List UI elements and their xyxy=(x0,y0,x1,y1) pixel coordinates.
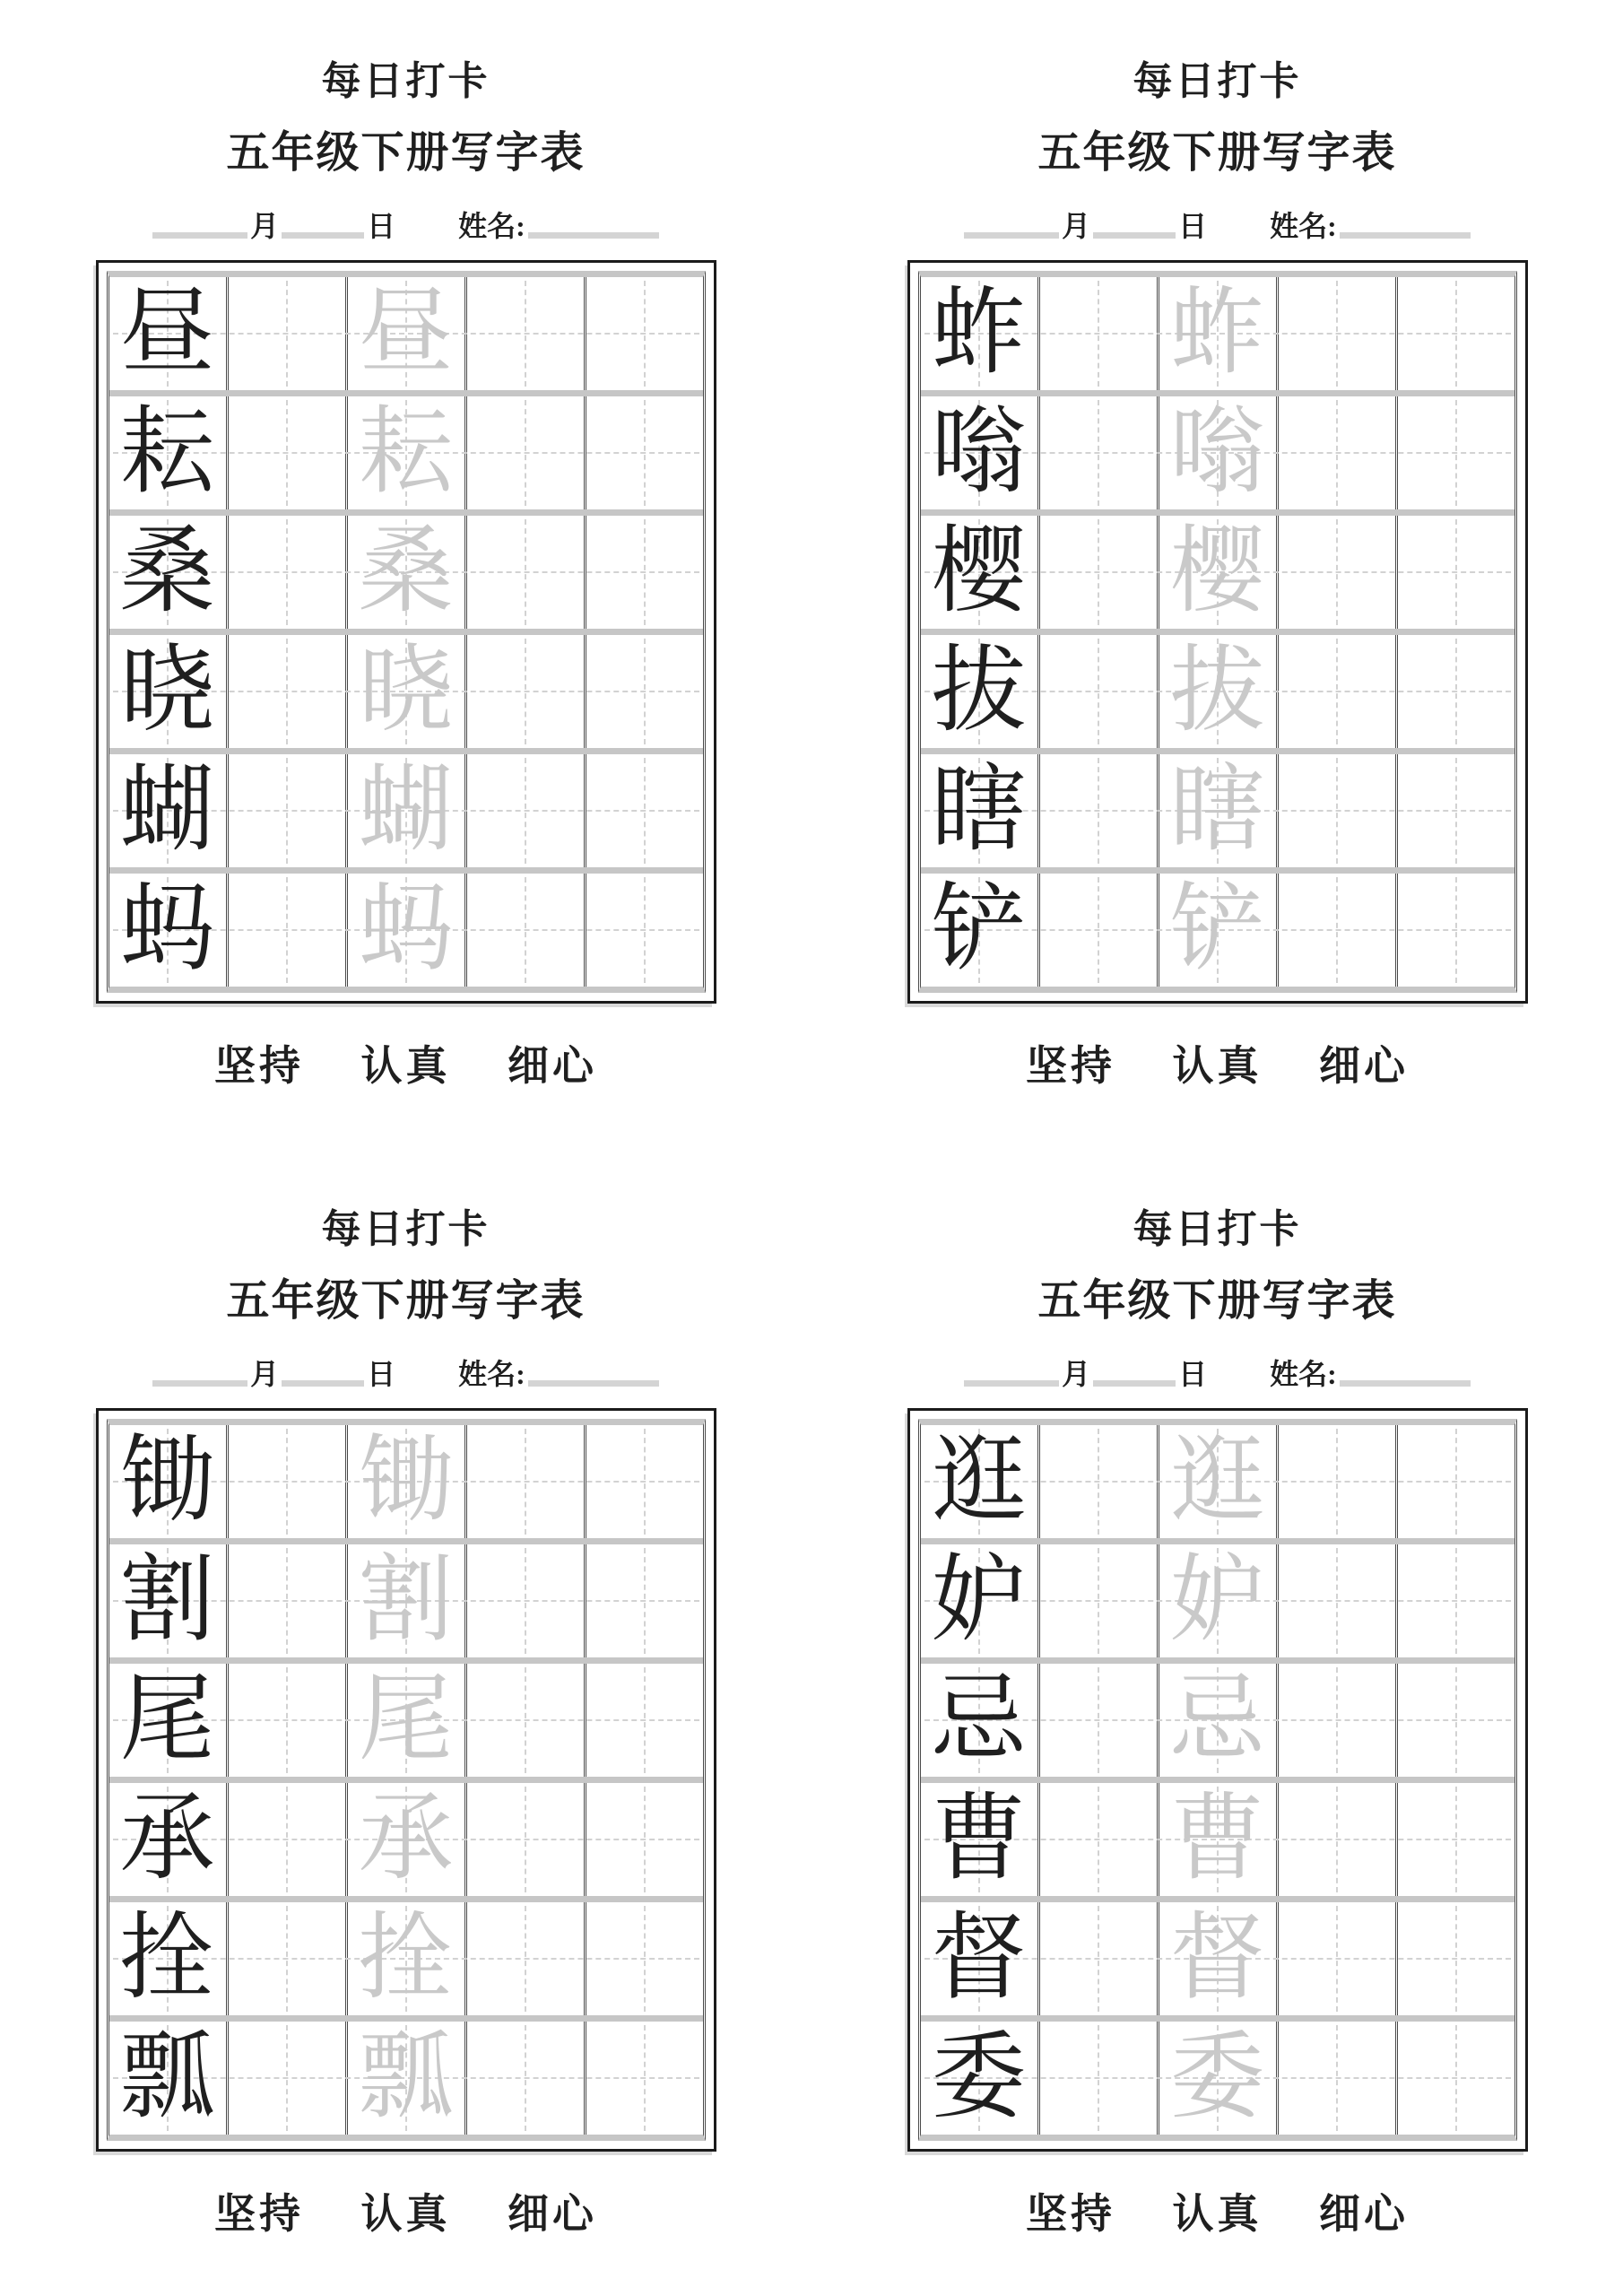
trace-cell xyxy=(1157,874,1276,987)
sheet-subtitle: 五年级下册写字表 xyxy=(1037,129,1397,177)
model-cell xyxy=(109,396,226,509)
date-name-line xyxy=(961,204,1473,244)
trace-character: 拔 xyxy=(1169,639,1265,744)
model-character: 瓢 xyxy=(119,2025,215,2130)
model-cell xyxy=(109,1664,226,1777)
model-cell xyxy=(109,874,226,987)
empty-practice-cell xyxy=(226,1902,345,2015)
model-character: 妒 xyxy=(931,1548,1027,1653)
trace-cell xyxy=(345,1902,464,2015)
name-label: 姓名: xyxy=(1270,1358,1337,1390)
model-character: 逛 xyxy=(931,1429,1027,1534)
trace-character: 割 xyxy=(358,1548,454,1653)
trace-character: 锄 xyxy=(358,1429,454,1534)
trace-character: 拴 xyxy=(358,1906,454,2011)
day-label: 日 xyxy=(367,210,396,242)
trace-character: 忌 xyxy=(1169,1667,1265,1772)
sheet-title: 每日打卡 xyxy=(321,1207,490,1251)
empty-practice-cell xyxy=(1395,754,1515,867)
empty-practice-cell xyxy=(584,635,703,748)
empty-practice-cell xyxy=(1395,516,1515,629)
model-character: 蝴 xyxy=(119,758,215,863)
model-cell xyxy=(921,754,1037,867)
trace-character: 承 xyxy=(358,1787,454,1892)
date-name-line xyxy=(150,204,662,244)
empty-practice-cell xyxy=(464,1425,584,1538)
empty-practice-cell xyxy=(464,1544,584,1657)
month-blank-line xyxy=(152,1380,247,1387)
grid-row xyxy=(921,635,1515,754)
date-name-line xyxy=(961,1352,1473,1392)
empty-practice-cell xyxy=(584,1783,703,1896)
day-blank-line xyxy=(282,232,364,239)
model-cell xyxy=(921,516,1037,629)
model-character: 铲 xyxy=(931,877,1027,982)
empty-practice-cell xyxy=(584,277,703,390)
motto-word: 认真 xyxy=(1172,1043,1263,1089)
empty-practice-cell xyxy=(1395,635,1515,748)
empty-practice-cell xyxy=(1037,1544,1157,1657)
grid-row xyxy=(921,1902,1515,2022)
practice-grid xyxy=(918,1419,1517,2141)
trace-cell xyxy=(345,1783,464,1896)
empty-practice-cell xyxy=(464,396,584,509)
trace-cell xyxy=(1157,396,1276,509)
sheet-title: 每日打卡 xyxy=(1133,1207,1302,1251)
empty-practice-cell xyxy=(226,2022,345,2135)
empty-practice-cell xyxy=(1395,1783,1515,1896)
empty-practice-cell xyxy=(1276,1783,1395,1896)
empty-practice-cell xyxy=(1037,2022,1157,2135)
name-label: 姓名: xyxy=(458,1358,525,1390)
grid-row xyxy=(109,874,703,987)
grid-row xyxy=(921,1783,1515,1902)
motto-word: 坚持 xyxy=(214,1043,304,1089)
empty-practice-cell xyxy=(1037,1783,1157,1896)
model-character: 锄 xyxy=(119,1429,215,1534)
empty-practice-cell xyxy=(226,754,345,867)
name-blank-line xyxy=(528,232,659,239)
model-cell xyxy=(921,1544,1037,1657)
trace-character: 瓢 xyxy=(358,2025,454,2130)
empty-practice-cell xyxy=(226,1425,345,1538)
trace-cell xyxy=(345,2022,464,2135)
trace-cell xyxy=(1157,1783,1276,1896)
sheet-subtitle: 五年级下册写字表 xyxy=(1037,1277,1397,1325)
empty-practice-cell xyxy=(584,396,703,509)
practice-grid-frame xyxy=(907,1408,1528,2152)
motto-word: 坚持 xyxy=(214,2191,304,2237)
empty-practice-cell xyxy=(464,754,584,867)
practice-grid-frame xyxy=(96,1408,716,2152)
date-name-line xyxy=(150,1352,662,1392)
empty-practice-cell xyxy=(464,277,584,390)
model-cell xyxy=(921,396,1037,509)
name-label: 姓名: xyxy=(1270,210,1337,242)
empty-practice-cell xyxy=(1395,874,1515,987)
empty-practice-cell xyxy=(584,2022,703,2135)
day-label: 日 xyxy=(367,1358,396,1390)
trace-cell xyxy=(345,277,464,390)
empty-practice-cell xyxy=(584,1664,703,1777)
grid-row xyxy=(109,1783,703,1902)
trace-cell xyxy=(1157,516,1276,629)
motto-word: 认真 xyxy=(1172,2191,1263,2237)
empty-practice-cell xyxy=(464,1902,584,2015)
practice-grid-frame xyxy=(907,260,1528,1004)
trace-cell xyxy=(1157,635,1276,748)
model-character: 曹 xyxy=(931,1787,1027,1892)
empty-practice-cell xyxy=(226,635,345,748)
empty-practice-cell xyxy=(226,516,345,629)
trace-cell xyxy=(1157,754,1276,867)
trace-cell xyxy=(345,754,464,867)
model-cell xyxy=(109,754,226,867)
practice-grid xyxy=(107,1419,706,2141)
sheet-subtitle: 五年级下册写字表 xyxy=(226,129,586,177)
month-label: 月 xyxy=(250,210,280,242)
model-cell xyxy=(109,1902,226,2015)
model-cell xyxy=(921,1783,1037,1896)
empty-practice-cell xyxy=(1276,1902,1395,2015)
empty-practice-cell xyxy=(1037,1425,1157,1538)
empty-practice-cell xyxy=(584,754,703,867)
grid-row xyxy=(921,754,1515,874)
empty-practice-cell xyxy=(584,1544,703,1657)
grid-row xyxy=(109,396,703,516)
empty-practice-cell xyxy=(1037,754,1157,867)
trace-character: 妒 xyxy=(1169,1548,1265,1653)
month-blank-line xyxy=(964,232,1059,239)
trace-cell xyxy=(345,396,464,509)
empty-practice-cell xyxy=(1276,2022,1395,2135)
name-blank-line xyxy=(1340,1380,1471,1387)
empty-practice-cell xyxy=(1395,1664,1515,1777)
empty-practice-cell xyxy=(1037,874,1157,987)
empty-practice-cell xyxy=(1276,754,1395,867)
sheet-subtitle: 五年级下册写字表 xyxy=(226,1277,586,1325)
name-blank-line xyxy=(528,1380,659,1387)
motto-line xyxy=(1002,1041,1432,1091)
empty-practice-cell xyxy=(226,874,345,987)
model-cell xyxy=(109,1544,226,1657)
model-cell xyxy=(921,1902,1037,2015)
model-character: 割 xyxy=(119,1548,215,1653)
empty-practice-cell xyxy=(1037,1664,1157,1777)
grid-row xyxy=(921,277,1515,396)
model-cell xyxy=(921,1425,1037,1538)
model-cell xyxy=(921,277,1037,390)
grid-row xyxy=(921,1425,1515,1544)
grid-row xyxy=(109,277,703,396)
grid-row xyxy=(921,874,1515,987)
model-character: 尾 xyxy=(119,1667,215,1772)
model-cell xyxy=(109,516,226,629)
grid-row xyxy=(109,516,703,635)
trace-character: 昼 xyxy=(358,281,454,386)
model-character: 拴 xyxy=(119,1906,215,2011)
empty-practice-cell xyxy=(464,516,584,629)
grid-row xyxy=(921,1544,1515,1664)
grid-row xyxy=(109,1902,703,2022)
trace-character: 蝴 xyxy=(358,758,454,863)
trace-cell xyxy=(345,1664,464,1777)
trace-cell xyxy=(345,635,464,748)
grid-row xyxy=(109,635,703,754)
model-character: 忌 xyxy=(931,1667,1027,1772)
motto-word: 细心 xyxy=(508,1043,597,1089)
trace-cell xyxy=(1157,1902,1276,2015)
empty-practice-cell xyxy=(584,1425,703,1538)
empty-practice-cell xyxy=(584,516,703,629)
name-label: 姓名: xyxy=(458,210,525,242)
practice-grid xyxy=(918,271,1517,993)
model-cell xyxy=(921,874,1037,987)
empty-practice-cell xyxy=(1395,1902,1515,2015)
month-blank-line xyxy=(964,1380,1059,1387)
practice-sheet-bottom-right xyxy=(812,1148,1623,2296)
practice-grid-frame xyxy=(96,260,716,1004)
trace-cell xyxy=(345,1544,464,1657)
trace-character: 铲 xyxy=(1169,877,1265,982)
trace-cell xyxy=(1157,2022,1276,2135)
grid-row xyxy=(109,1664,703,1783)
empty-practice-cell xyxy=(226,1544,345,1657)
empty-practice-cell xyxy=(226,396,345,509)
motto-word: 认真 xyxy=(360,2191,451,2237)
trace-cell xyxy=(345,874,464,987)
trace-character: 尾 xyxy=(358,1667,454,1772)
empty-practice-cell xyxy=(1037,516,1157,629)
model-character: 委 xyxy=(931,2025,1027,2130)
practice-grid xyxy=(107,271,706,993)
empty-practice-cell xyxy=(1276,1664,1395,1777)
empty-practice-cell xyxy=(464,2022,584,2135)
motto-word: 细心 xyxy=(508,2191,597,2237)
model-character: 蚱 xyxy=(931,281,1027,386)
empty-practice-cell xyxy=(1037,396,1157,509)
motto-word: 细心 xyxy=(1319,2191,1409,2237)
model-cell xyxy=(109,1783,226,1896)
empty-practice-cell xyxy=(1276,516,1395,629)
model-character: 昼 xyxy=(119,281,215,386)
empty-practice-cell xyxy=(464,635,584,748)
name-blank-line xyxy=(1340,232,1471,239)
trace-character: 督 xyxy=(1169,1906,1265,2011)
grid-row xyxy=(109,2022,703,2135)
model-cell xyxy=(109,277,226,390)
empty-practice-cell xyxy=(1395,396,1515,509)
model-character: 蚂 xyxy=(119,877,215,982)
trace-character: 耘 xyxy=(358,400,454,505)
practice-sheet-top-right xyxy=(812,0,1623,1148)
model-character: 樱 xyxy=(931,519,1027,624)
model-character: 耘 xyxy=(119,400,215,505)
empty-practice-cell xyxy=(1395,2022,1515,2135)
model-cell xyxy=(109,1425,226,1538)
motto-word: 坚持 xyxy=(1026,1043,1115,1089)
empty-practice-cell xyxy=(1276,874,1395,987)
empty-practice-cell xyxy=(584,874,703,987)
motto-line xyxy=(1002,2189,1432,2239)
model-character: 拔 xyxy=(931,639,1027,744)
empty-practice-cell xyxy=(1037,635,1157,748)
model-cell xyxy=(921,2022,1037,2135)
empty-practice-cell xyxy=(464,1783,584,1896)
practice-sheet-top-left xyxy=(0,0,812,1148)
trace-character: 晓 xyxy=(358,639,454,744)
empty-practice-cell xyxy=(464,874,584,987)
trace-cell xyxy=(1157,1544,1276,1657)
motto-line xyxy=(191,2189,621,2239)
grid-row xyxy=(109,1425,703,1544)
day-blank-line xyxy=(1093,232,1176,239)
trace-character: 桑 xyxy=(358,519,454,624)
sheet-title: 每日打卡 xyxy=(1133,59,1302,103)
grid-row xyxy=(921,2022,1515,2135)
model-character: 晓 xyxy=(119,639,215,744)
trace-character: 蚂 xyxy=(358,877,454,982)
empty-practice-cell xyxy=(1276,635,1395,748)
grid-row xyxy=(109,1544,703,1664)
motto-word: 细心 xyxy=(1319,1043,1409,1089)
trace-character: 蚱 xyxy=(1169,281,1265,386)
model-character: 瞎 xyxy=(931,758,1027,863)
empty-practice-cell xyxy=(226,1783,345,1896)
trace-character: 委 xyxy=(1169,2025,1265,2130)
empty-practice-cell xyxy=(1276,396,1395,509)
month-label: 月 xyxy=(1062,210,1091,242)
motto-word: 坚持 xyxy=(1026,2191,1115,2237)
grid-row xyxy=(921,1664,1515,1783)
empty-practice-cell xyxy=(1395,1425,1515,1538)
model-character: 嗡 xyxy=(931,400,1027,505)
trace-cell xyxy=(1157,1425,1276,1538)
model-cell xyxy=(109,2022,226,2135)
grid-row xyxy=(921,516,1515,635)
day-blank-line xyxy=(282,1380,364,1387)
empty-practice-cell xyxy=(464,1664,584,1777)
empty-practice-cell xyxy=(1276,277,1395,390)
empty-practice-cell xyxy=(584,1902,703,2015)
day-label: 日 xyxy=(1178,210,1208,242)
model-character: 督 xyxy=(931,1906,1027,2011)
trace-cell xyxy=(345,516,464,629)
practice-sheet-bottom-left xyxy=(0,1148,812,2296)
empty-practice-cell xyxy=(1395,277,1515,390)
day-label: 日 xyxy=(1178,1358,1208,1390)
model-cell xyxy=(921,635,1037,748)
sheet-title: 每日打卡 xyxy=(321,59,490,103)
empty-practice-cell xyxy=(1037,277,1157,390)
model-cell xyxy=(109,635,226,748)
empty-practice-cell xyxy=(226,277,345,390)
grid-row xyxy=(109,754,703,874)
month-label: 月 xyxy=(250,1358,280,1390)
trace-character: 曹 xyxy=(1169,1787,1265,1892)
empty-practice-cell xyxy=(1395,1544,1515,1657)
trace-character: 樱 xyxy=(1169,519,1265,624)
trace-character: 瞎 xyxy=(1169,758,1265,863)
model-cell xyxy=(921,1664,1037,1777)
trace-character: 逛 xyxy=(1169,1429,1265,1534)
empty-practice-cell xyxy=(226,1664,345,1777)
motto-line xyxy=(191,1041,621,1091)
motto-word: 认真 xyxy=(360,1043,451,1089)
trace-cell xyxy=(1157,1664,1276,1777)
month-blank-line xyxy=(152,232,247,239)
trace-character: 嗡 xyxy=(1169,400,1265,505)
trace-cell xyxy=(345,1425,464,1538)
empty-practice-cell xyxy=(1037,1902,1157,2015)
day-blank-line xyxy=(1093,1380,1176,1387)
month-label: 月 xyxy=(1062,1358,1091,1390)
model-character: 承 xyxy=(119,1787,215,1892)
empty-practice-cell xyxy=(1276,1425,1395,1538)
trace-cell xyxy=(1157,277,1276,390)
empty-practice-cell xyxy=(1276,1544,1395,1657)
grid-row xyxy=(921,396,1515,516)
model-character: 桑 xyxy=(119,519,215,624)
